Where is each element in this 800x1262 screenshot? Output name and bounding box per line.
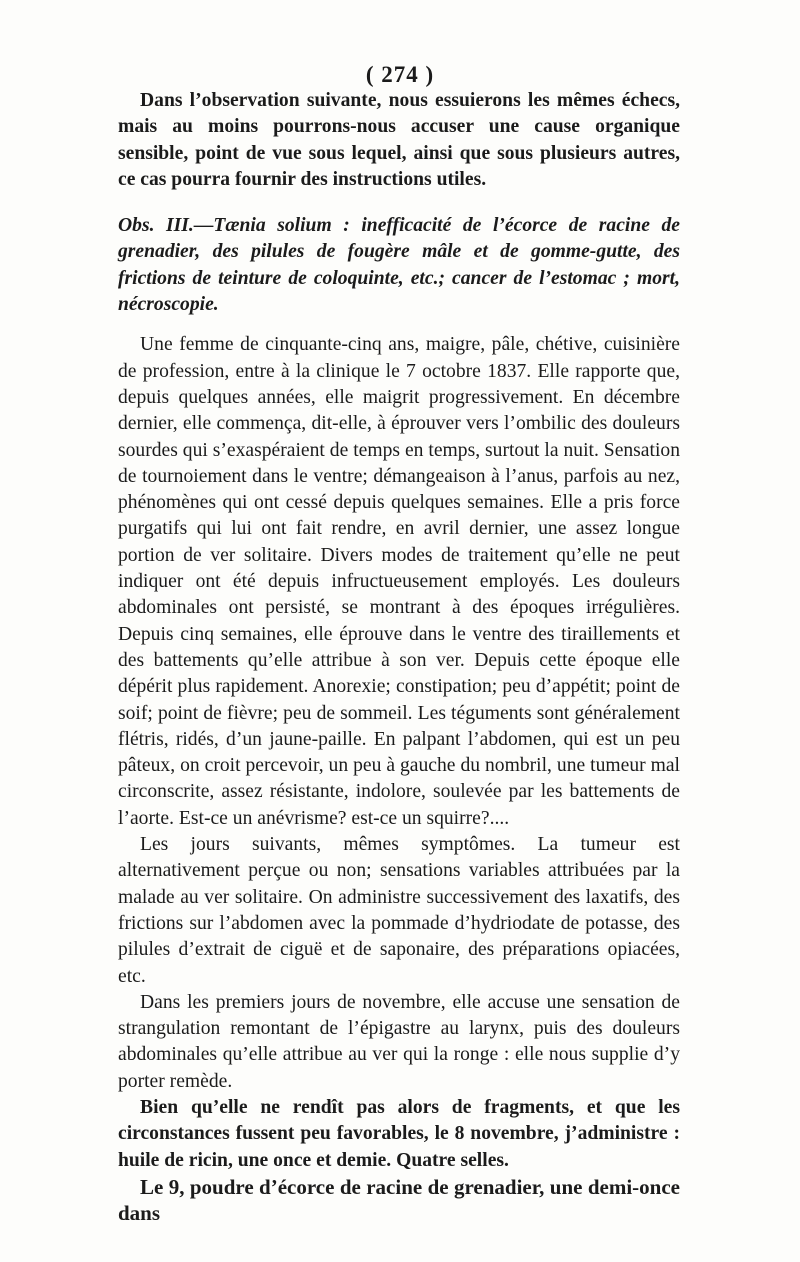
page-body: [118, 88, 680, 1226]
page-number: ( 274 ): [365, 62, 435, 87]
observation-heading: Obs. III.—Tænia solium : inefficacité de l’écorce de racine de grenadier, des pilules de fougère mâle et de gomme-gutte, des frictions de teinture de coloquinte, etc.; cancer de l’estomac ; mort, nécroscopie.: [118, 215, 680, 316]
paragraph-case: Une femme de cinquante-cinq ans, maigre, pâle, chétive, cuisinière de profession, entre à la clinique le 7 octobre 1837. Elle rapporte que, depuis quelques années, elle maigrit progressivement. En décembre dernier, elle commença, dit-elle, à éprouver vers l’ombilic des douleurs sourdes qui s’exaspéraient de temps en temps, surtout la nuit. Sensation de tournoiement dans le ventre; démangeaison à l’anus, parfois au nez, phénomènes qui ont cessé depuis quelques semaines. Elle a pris force purgatifs qui lui ont fait rendre, en avril dernier, une assez longue portion de ver solitaire. Divers modes de traitement qu’elle ne peut indiquer ont été depuis infructueusement employés. Les douleurs abdominales ont persisté, se montrant à des époques irrégulières. Depuis cinq semaines, elle éprouve dans le ventre des tiraillements et des battements qu’elle attribue à son ver. Depuis cette époque elle dépérit plus rapidement. Anorexie; constipation; peu d’appétit; point de soif; point de fièvre; peu de sommeil. Les téguments sont généralement flétris, ridés, d’un jaune-paille. En palpant l’abdomen, qui est un peu pâteux, on croit percevoir, un peu à gauche du nombril, une tumeur mal circonscrite, assez résistante, indolore, soulevée par les battements de l’aorte. Est-ce un anévrisme? est-ce un squirre?....: [118, 334, 680, 829]
paragraph-intro: Dans l’observation suivante, nous essuierons les mêmes échecs, mais au moins pourrons-nous accuser une cause organique sensible, point de vue sous lequel, ainsi que sous plusieurs autres, ce cas pourra fournir des instructions utiles.: [118, 90, 680, 190]
paragraph-november: Dans les premiers jours de novembre, elle accuse une sensation de strangulation remontant de l’épigastre au larynx, puis des douleurs abdominales qu’elle attribue au ver qui la ronge : elle nous supplie d’y porter remède.: [118, 991, 680, 1092]
paragraph-continued: Le 9, poudre d’écorce de racine de grenadier, une demi-once dans: [118, 1174, 680, 1226]
paragraph-treatment: Bien qu’elle ne rendît pas alors de fragments, et que les circonstances fussent peu favorables, le 8 novembre, j’administre : huile de ricin, une once et demie. Quatre selles.: [118, 1096, 680, 1171]
paragraph-following-days: Les jours suivants, mêmes symptômes. La tumeur est alternativement perçue ou non; sensations variables attribuées par la malade au ver solitaire. On administre successivement des laxatifs, des frictions sur l’abdomen avec la pommade d’hydriodate de potasse, des pilules d’extrait de ciguë et de saponaire, des préparations opiacées, etc.: [118, 834, 680, 987]
